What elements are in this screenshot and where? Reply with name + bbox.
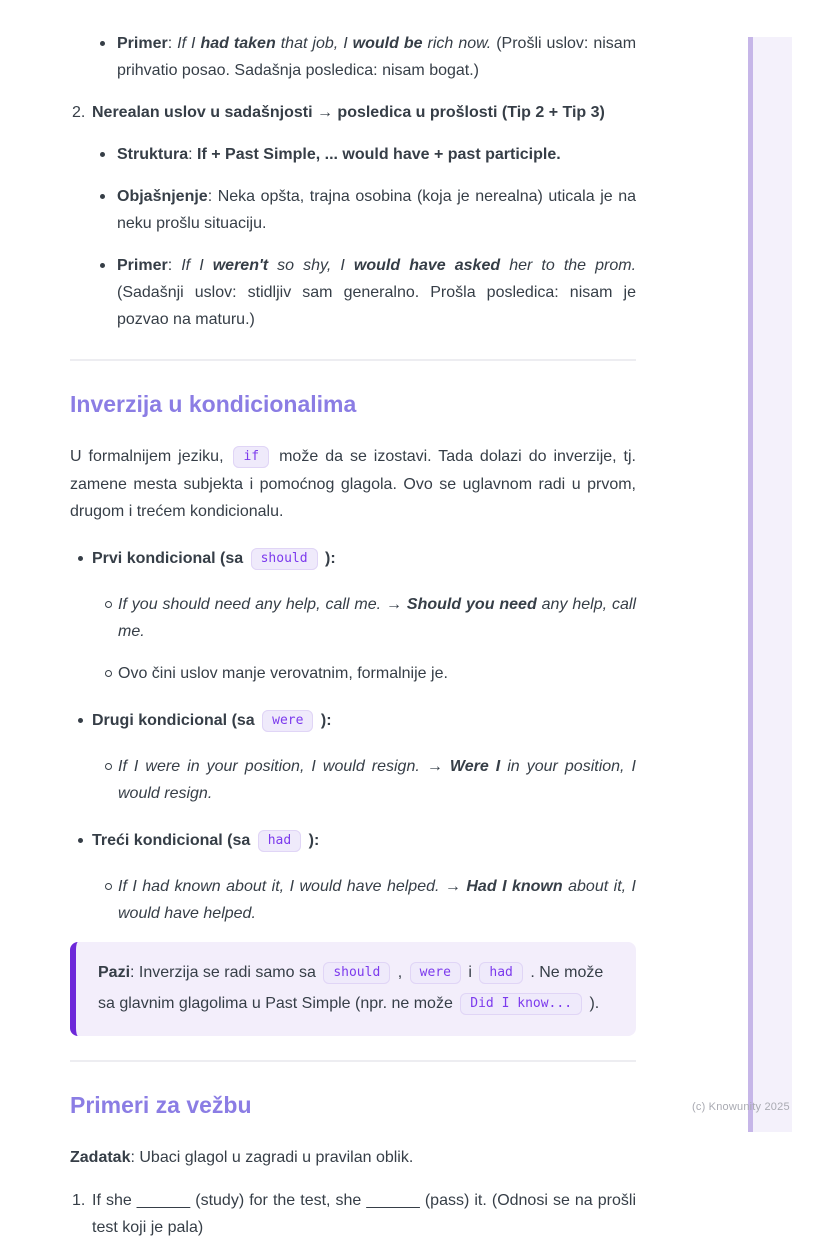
text-run: Ovo čini uslov manje verovatnim, formalnije je.	[118, 665, 448, 682]
text-run: : Neka opšta, trajna osobina (koja je nerealna) uticala je na neku prošlu situaciju.	[117, 188, 636, 232]
list-item-text	[92, 99, 636, 126]
text-run: Prvi kondicional (sa	[92, 550, 248, 567]
list-item-text	[118, 660, 636, 687]
numbered-list-item	[70, 99, 636, 126]
code-chip: should	[251, 548, 318, 570]
text-run: Primer	[117, 257, 168, 274]
list-number: 2.	[72, 104, 86, 121]
text-run: Struktura	[117, 146, 189, 163]
side-band	[748, 37, 792, 1132]
text-run: weren't	[212, 257, 269, 274]
code-chip: Did I know...	[460, 993, 582, 1015]
text-run: U formalnijem jeziku,	[70, 448, 231, 465]
circle-bullet-icon	[105, 883, 112, 890]
list-item-text	[117, 141, 636, 168]
list-item-text	[117, 252, 636, 333]
code-chip: had	[258, 830, 301, 852]
divider	[70, 1060, 636, 1062]
circle-bullet-icon	[105, 670, 112, 677]
text-run: her to the prom.	[500, 257, 637, 274]
list-item-text	[118, 591, 636, 645]
numbered-list-item	[70, 1187, 636, 1241]
list-item	[70, 30, 636, 84]
text-run: If you should need any help, call me. →	[118, 596, 407, 613]
text-run: that job, I	[275, 35, 353, 52]
list-item-text	[117, 183, 636, 237]
text-run: would have asked	[353, 257, 501, 274]
text-run: Primer	[117, 35, 168, 52]
text-run: :	[167, 257, 182, 274]
bullet-icon	[78, 838, 83, 843]
list-item-text	[118, 873, 636, 927]
text-run: :	[188, 146, 198, 163]
text-run: If + Past Simple, ... would have + past participle.	[197, 146, 561, 163]
text-run: Pazi	[98, 964, 131, 981]
list-item	[70, 545, 636, 573]
paragraph	[70, 1144, 636, 1171]
list-item-text	[92, 707, 636, 735]
paragraph	[70, 443, 636, 525]
text-run: . Ne može sa glavnim glagolima u Past Simple (npr. ne može	[98, 964, 604, 1012]
callout-note	[70, 942, 636, 1036]
circle-bullet-icon	[105, 763, 112, 770]
list-item	[70, 707, 636, 735]
text-run: in your position, I would resign.	[118, 758, 636, 802]
bullet-icon	[100, 194, 105, 199]
list-item	[70, 183, 636, 237]
text-run: any help, call me.	[118, 596, 636, 640]
list-item	[70, 660, 636, 687]
text-run: ):	[316, 712, 332, 729]
list-item	[70, 827, 636, 855]
text-run: would be	[352, 35, 423, 52]
code-chip: had	[479, 962, 522, 984]
text-run: Objašnjenje	[117, 188, 208, 205]
text-run: ):	[304, 832, 320, 849]
text-run: Drugi kondicional (sa	[92, 712, 260, 729]
text-run: so shy, I	[268, 257, 354, 274]
list-item	[70, 252, 636, 333]
text-run: Had I known	[466, 878, 563, 895]
text-run: ):	[320, 550, 336, 567]
text-run: Were I	[449, 758, 501, 775]
text-run: If I had known about it, I would have helped. →	[118, 878, 467, 895]
list-item	[70, 753, 636, 807]
text-run: : Inverzija se radi samo sa	[130, 964, 321, 981]
document-body	[70, 30, 636, 1256]
list-item-text	[92, 827, 636, 855]
bullet-icon	[78, 556, 83, 561]
text-run: (Sadašnji uslov: stidljiv sam generalno. Prošla posledica: nisam je pozvao na maturu.)	[117, 284, 636, 328]
bullet-icon	[78, 718, 83, 723]
text-run: Zadatak	[70, 1149, 131, 1166]
text-run: Should you need	[406, 596, 537, 613]
list-item-text	[117, 30, 636, 84]
text-run: ).	[585, 995, 600, 1012]
section-heading: Inverzija u kondicionalima	[70, 391, 357, 417]
text-run: ,	[393, 964, 407, 981]
text-run: If I	[177, 35, 201, 52]
code-chip: were	[410, 962, 461, 984]
watermark: (c) Knowunity 2025	[692, 1101, 790, 1113]
text-run: :	[167, 35, 178, 52]
text-run: had taken	[200, 35, 276, 52]
text-run: i	[463, 964, 477, 981]
text-run: If I	[181, 257, 213, 274]
text-run: : Ubaci glagol u zagradi u pravilan oblik.	[130, 1149, 414, 1166]
text-run: (Prošli uslov: nisam prihvatio posao. Sadašnja posledica: nisam bogat.)	[117, 35, 637, 79]
list-item	[70, 591, 636, 645]
text-run: rich now.	[422, 35, 492, 52]
list-number: 1.	[72, 1192, 86, 1209]
text-run: Nerealan uslov u sadašnjosti → posledica u prošlosti (Tip 2 + Tip 3)	[92, 104, 605, 121]
bullet-icon	[100, 41, 105, 46]
circle-bullet-icon	[105, 601, 112, 608]
code-chip: should	[323, 962, 390, 984]
code-chip: were	[262, 710, 313, 732]
list-item-text	[92, 545, 636, 573]
code-chip: if	[233, 446, 269, 468]
list-item	[70, 873, 636, 927]
list-item	[70, 141, 636, 168]
text-run: If I were in your position, I would resign. →	[118, 758, 450, 775]
list-item-text	[92, 1187, 636, 1241]
text-run: može da se izostavi. Tada dolazi do inverzije, tj. zamene mesta subjekta i pomoćnog glagola. Ovo se uglavnom radi u prvom, drugom i trećem kondicionalu.	[70, 448, 636, 520]
text-run: If she ______ (study) for the test, she ______ (pass) it. (Odnosi se na prošli test koji je pala)	[92, 1192, 636, 1236]
text-run: Treći kondicional (sa	[92, 832, 255, 849]
text-run: about it, I would have helped.	[118, 878, 636, 922]
bullet-icon	[100, 152, 105, 157]
section-heading: Primeri za vežbu	[70, 1092, 252, 1118]
divider	[70, 359, 636, 361]
list-item-text	[118, 753, 636, 807]
bullet-icon	[100, 263, 105, 268]
